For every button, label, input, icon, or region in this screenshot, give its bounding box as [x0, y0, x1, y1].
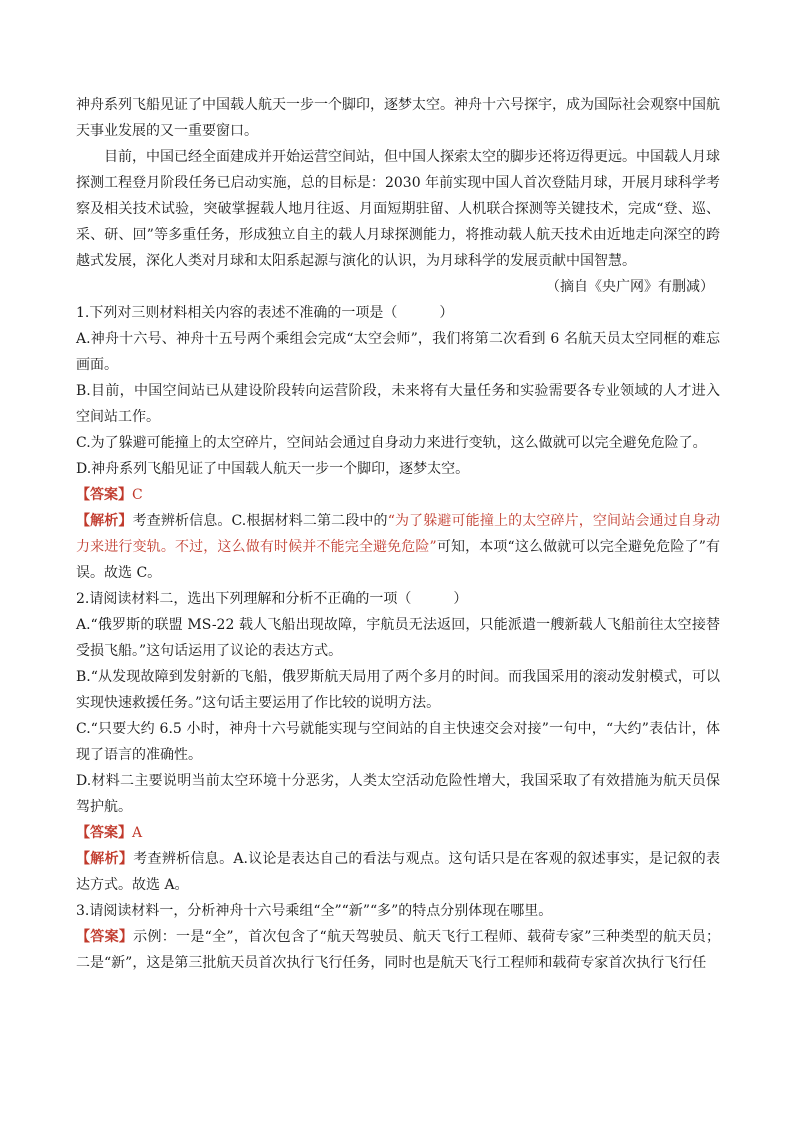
document-page: [76, 92, 720, 976]
question-1-answer: [76, 482, 720, 508]
answer-tag: 【答案】: [76, 825, 132, 841]
question-2-stem: 2.请阅读材料二，选出下列理解和分析不正确的一项（ ）: [76, 591, 468, 607]
question-1-analysis: [76, 508, 720, 586]
question-2-analysis: [76, 846, 720, 898]
answer-tag: 【答案】: [76, 929, 134, 945]
answer-value: A: [132, 825, 143, 841]
question-3-answer: [76, 924, 720, 976]
source-citation: （摘自《央广网》有删减）: [546, 279, 714, 295]
intro-paragraph-1: 神舟系列飞船见证了中国载人航天一步一个脚印，逐梦太空。神舟十六号探宇，成为国际社会观察中国航天事业发展的又一重要窗口。: [76, 97, 720, 139]
question-1-option-b: B.目前，中国空间站已从建设阶段转向运营阶段，未来将有大量任务和实验需要各专业领域的人才进入空间站工作。: [76, 383, 720, 425]
intro-paragraph-2: 目前，中国已经全面建成并开始运营空间站，但中国人探索太空的脚步还将迈得更远。中国载人月球探测工程登月阶段任务已启动实施，总的目标是：2030 年前实现中国人首次登陆月球，开展月球科学考察及相关技术试验，突破掌握载人地月往返、月面短期驻留、人机联合探测等关键技术，完成“登、巡、采、研、回”等多重任务，形成独立自主的载人月球探测能力，将推动载人航天技术由近地走向深空的跨越式发展，深化人类对月球和太阳系起源与演化的认识，为月球科学的发展贡献中国智慧。: [76, 149, 720, 269]
question-2-option-b: B.“从发现故障到发射新的飞船，俄罗斯航天局用了两个多月的时间。而我国采用的滚动发射模式，可以实现快速救援任务。”这句话主要运用了作比较的说明方法。: [76, 669, 720, 711]
question-1-option-d: D.神舟系列飞船见证了中国载人航天一步一个脚印，逐梦太空。: [76, 461, 470, 477]
analysis-text-end: 可知，本项“这么做就可以完全避免危险了”有误。故选 C。: [76, 539, 720, 581]
analysis-tag: 【解析】: [76, 851, 134, 867]
question-1-option-c: C.为了躲避可能撞上的太空碎片，空间站会通过自身动力来进行变轨，这么做就可以完全避免危险了。: [76, 435, 707, 451]
answer-text: 示例：一是“全”，首次包含了“航天驾驶员、航天飞行工程师、载荷专家”三种类型的航天员；二是“新”，这是第三批航天员首次执行飞行任务，同时也是航天飞行工程师和载荷专家首次执行飞行任: [76, 929, 720, 971]
question-2-option-a: A.“俄罗斯的联盟 MS-22 载人飞船出现故障，宇航员无法返回，只能派遣一艘新载人飞船前往太空接替受损飞船。”这句话运用了议论的表达方式。: [76, 617, 720, 659]
analysis-tag: 【解析】: [76, 513, 133, 529]
analysis-text: 考查辨析信息。A.议论是表达自己的看法与观点。这句话只是在客观的叙述事实，是记叙的表达方式。故选 A。: [76, 851, 721, 893]
question-1-option-a: A.神舟十六号、神舟十五号两个乘组会完成“太空会师”，我们将第二次看到 6 名航天员太空同框的难忘画面。: [76, 331, 720, 373]
question-1-stem: 1.下列对三则材料相关内容的表述不准确的一项是（ ）: [76, 305, 454, 321]
analysis-quote: “为了躲避可能撞上的太空碎片，空间站会通过自身动力来进行变轨。不过，这么做有时候并不能完全避免危险”: [76, 513, 721, 555]
analysis-text: 考查辨析信息。C.根据材料二第二段中的: [132, 513, 388, 529]
question-2-option-c: C.“只要大约 6.5 小时，神舟十六号就能实现与空间站的自主快速交会对接”一句中，“大约”表估计，体现了语言的准确性。: [76, 721, 720, 763]
answer-tag: 【答案】: [76, 487, 132, 503]
question-2-option-d: D.材料二主要说明当前太空环境十分恶劣，人类太空活动危险性增大，我国采取了有效措施为航天员保驾护航。: [76, 773, 720, 815]
question-3-stem: 3.请阅读材料一，分析神舟十六号乘组“全”“新”“多”的特点分别体现在哪里。: [76, 903, 553, 919]
answer-value: C: [132, 487, 143, 503]
question-2-answer: [76, 820, 720, 846]
